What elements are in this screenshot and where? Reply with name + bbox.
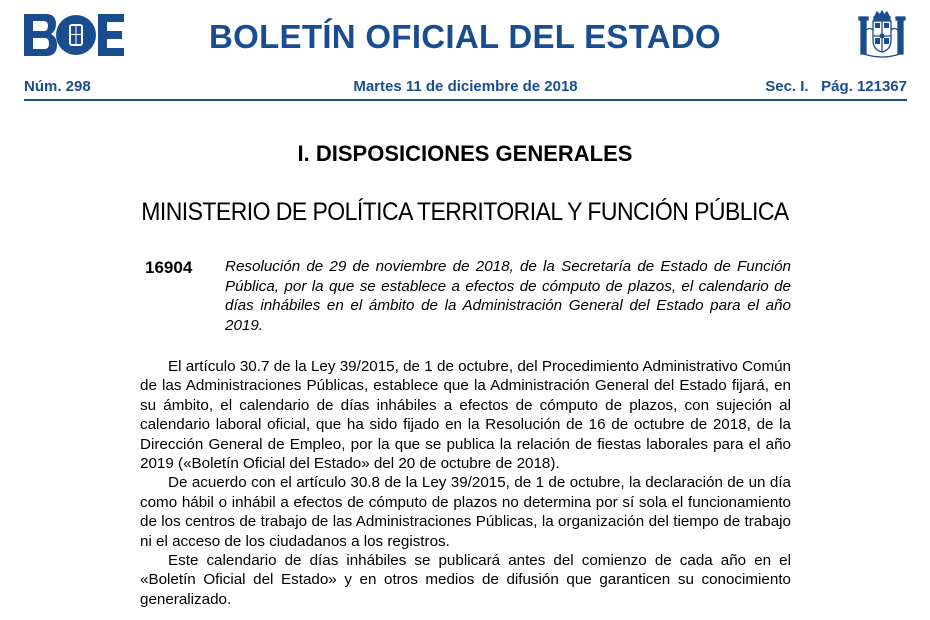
section-title: I. DISPOSICIONES GENERALES xyxy=(297,141,633,166)
ministry-title: MINISTERIO DE POLÍTICA TERRITORIAL Y FUNCIÓN PÚBLICA xyxy=(141,198,789,226)
body-paragraph: El artículo 30.7 de la Ley 39/2015, de 1 de octubre, del Procedimiento Administrativo Común de las Administraciones Públicas, establece que la Administración General del Estado fijará, en su ámbito, el calendario de días inhábiles a efectos de cómputo de plazos, con sujeción al calendario laboral oficial, que ha sido fijado en la Resolución de 16 de octubre de 2018, de la Dirección General de Empleo, por la que se publica la relación de fiestas laborales para el año 2019 («Boletín Oficial del Estado» del 20 de octubre de 2018). xyxy=(140,358,791,473)
gazette-title: BOLETÍN OFICIAL DEL ESTADO xyxy=(209,18,721,55)
boe-logo-icon xyxy=(24,14,124,56)
body-paragraph: De acuerdo con el artículo 30.8 de la Ley 39/2015, de 1 de octubre, la declaración de un día como hábil o inhábil a efectos de cómputo de plazos no determina por sí sola el funcionamiento de los centros de trabajo de las Administraciones Públicas, la organización del tiempo de trabajo ni el acceso de los ciudadanos a los registros. xyxy=(140,474,791,550)
issue-date: Martes 11 de diciembre de 2018 xyxy=(353,78,578,95)
body-text xyxy=(140,357,791,609)
disposition-summary: Resolución de 29 de noviembre de 2018, de la Secretaría de Estado de Función Pública, por la que se establece a efectos de cómputo de plazos, el calendario de días inhábiles en el ámbito de la Administración General del Estado para el año 2019. xyxy=(225,258,791,334)
disposition-number: 16904 xyxy=(145,258,193,277)
coat-of-arms-icon xyxy=(856,10,908,62)
body-paragraph: Este calendario de días inhábiles se publicará antes del comienzo de cada año en el «Boletín Oficial del Estado» y en otros medios de difusión que garanticen su conocimiento generalizado. xyxy=(140,552,791,608)
section-page: Sec. I. Pág. 121367 xyxy=(765,78,907,95)
issue-number: Núm. 298 xyxy=(24,78,91,95)
header-divider xyxy=(24,99,907,101)
